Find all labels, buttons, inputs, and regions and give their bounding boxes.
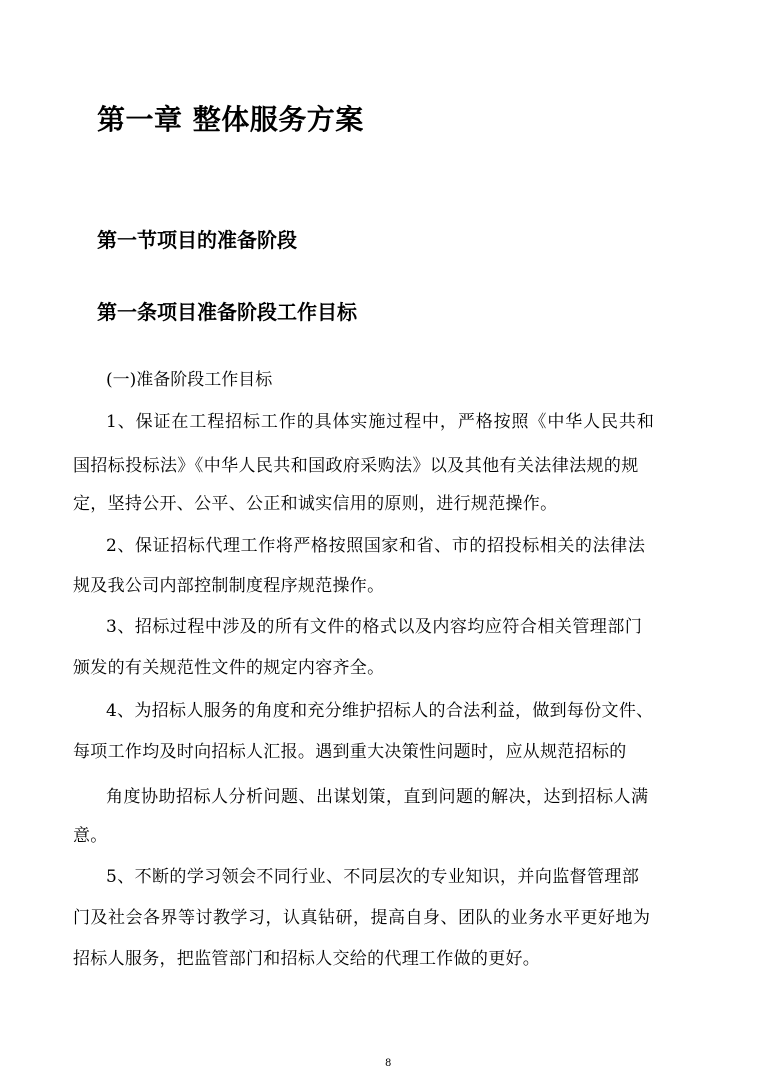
paragraph-5-line: 门及社会各界等讨教学习，认真钻研，提高自身、团队的业务水平更好地为 [73,908,651,928]
paragraph-1-line: 国招标投标法》《中华人民共和国政府采购法》以及其他有关法律法规的规 [73,456,639,476]
paragraph-1-line: 1、保证在工程招标工作的具体实施过程中，严格按照《中华人民共和 [106,412,655,432]
section-title: 第一节项目的准备阶段 [97,228,297,252]
paragraph-5-line: 招标人服务，把监管部门和招标人交给的代理工作做的更好。 [73,949,541,969]
paragraph-2-line: 2、保证招标代理工作将严格按照国家和省、市的招投标相关的法律法 [106,536,646,556]
chapter-title: 第一章 整体服务方案 [97,103,364,136]
paragraph-3-line: 3、招标过程中涉及的所有文件的格式以及内容均应符合相关管理部门 [106,617,643,637]
paragraph-4-line: 4、为招标人服务的角度和充分维护招标人的合法利益，做到每份文件、 [106,701,654,721]
paragraph-2-line: 规及我公司内部控制制度程序规范操作。 [73,576,385,596]
paragraph-4-line: 角度协助招标人分析问题、出谋划策，直到问题的解决，达到招标人满 [106,787,649,807]
page-number: 8 [385,1058,392,1069]
article-title: 第一条项目准备阶段工作目标 [97,300,357,324]
paragraph-5-line: 5、不断的学习领会不同行业、不同层次的专业知识，并向监督管理部 [106,867,640,887]
paragraph-4-line: 意。 [73,826,108,846]
paragraph-4-line: 每项工作均及时向招标人汇报。遇到重大决策性问题时，应从规范招标的 [73,742,627,762]
paragraph-3-line: 颁发的有关规范性文件的规定内容齐全。 [73,658,385,678]
subheading: (一)准备阶段工作目标 [106,370,273,390]
paragraph-1-line: 定，坚持公开、公平、公正和诚实信用的原则，进行规范操作。 [73,494,558,514]
